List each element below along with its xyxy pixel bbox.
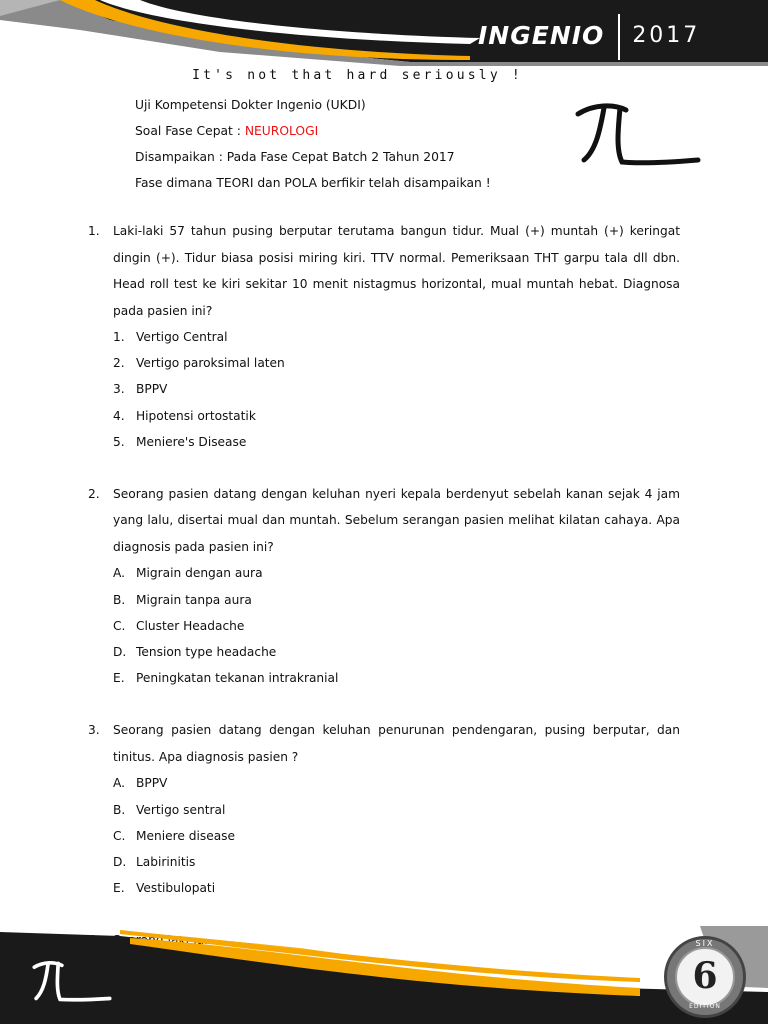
option-d [113, 639, 680, 665]
option-1 [113, 324, 680, 350]
option-label: A. [113, 566, 125, 581]
question-number: 3. [88, 723, 100, 738]
option-label: D. [113, 645, 127, 659]
option-text: Labirinitis [136, 854, 196, 869]
question-2 [88, 481, 680, 691]
option-b [113, 587, 680, 613]
option-c [113, 613, 680, 639]
option-text: Peningkatan tekanan intrakranial [136, 671, 339, 686]
option-label: A. [113, 776, 125, 791]
question-list [88, 218, 680, 980]
option-c [113, 823, 680, 849]
question-text: Seorang pasien datang dengan keluhan penurunan pendengaran, pusing berputar, dan tinitus. Apa diagnosis pasien ? [113, 723, 680, 764]
intro-soal [135, 118, 491, 144]
footer-logo-icon [30, 958, 114, 1004]
option-label: E. [113, 881, 125, 896]
option-label: D. [113, 854, 127, 869]
option-label: C. [113, 828, 126, 843]
option-text: Vestibulopati [136, 881, 216, 896]
option-list [113, 560, 680, 691]
question-1 [88, 218, 680, 455]
option-a [113, 560, 680, 586]
option-b [113, 797, 680, 823]
option-a [113, 770, 680, 796]
intro-delivered: Disampaikan : Pada Fase Cepat Batch 2 Tahun 2017 [135, 150, 455, 164]
page-header [0, 0, 768, 95]
brand-separator [618, 14, 620, 60]
question-number: 1. [88, 224, 100, 238]
option-label: 5. [113, 434, 125, 449]
option-label: B. [113, 592, 126, 607]
option-text: BPPV [136, 382, 168, 397]
question-3 [88, 717, 680, 901]
option-e [113, 665, 680, 691]
badge-top-text: SIX [695, 939, 715, 948]
ingenio-logo-icon [574, 100, 704, 170]
badge-bottom-text: EDITION [689, 1003, 721, 1010]
option-label: 4. [113, 408, 125, 423]
option-e [113, 875, 680, 901]
question-number: 2. [88, 486, 100, 501]
option-text: Vertigo paroksimal laten [136, 356, 285, 371]
footer-decoration [0, 926, 768, 1024]
option-text: Vertigo Central [136, 330, 228, 344]
option-label: 1. [113, 330, 125, 344]
tagline: It's not that hard seriously ! [192, 68, 523, 83]
option-text: Tension type headache [136, 645, 277, 659]
brand [478, 20, 700, 50]
brand-year: 2017 [632, 22, 701, 48]
soal-topic: NEUROLOGI [244, 124, 319, 138]
option-label: C. [113, 618, 126, 633]
option-4 [113, 403, 680, 429]
option-text: Hipotensi ortostatik [136, 408, 256, 423]
option-text: BPPV [136, 776, 168, 791]
soal-label: Soal Fase Cepat : [135, 124, 245, 138]
option-text: Migrain dengan aura [136, 566, 263, 581]
option-list [113, 324, 680, 455]
badge-number: 6 [692, 955, 718, 997]
page-footer [0, 926, 768, 1024]
intro-block [135, 92, 491, 196]
option-label: E. [113, 671, 125, 686]
option-text: Cluster Headache [136, 618, 245, 633]
brand-name: INGENIO [478, 20, 605, 50]
option-label: B. [113, 802, 126, 817]
option-text: Meniere's Disease [136, 434, 247, 449]
question-text: Seorang pasien datang dengan keluhan nyeri kepala berdenyut sebelah kanan sejak 4 jam yang lalu, disertai mual dan muntah. Sebelum serangan pasien melihat kilatan cahaya. Apa diagnosis pada pasien ini? [113, 486, 680, 554]
option-text: Migrain tanpa aura [136, 592, 252, 607]
edition-badge [664, 936, 746, 1018]
intro-note: Fase dimana TEORI dan POLA berfikir telah disampaikan ! [135, 176, 491, 190]
option-d [113, 849, 680, 875]
option-label: 3. [113, 382, 125, 397]
intro-title: Uji Kompetensi Dokter Ingenio (UKDI) [135, 98, 366, 112]
option-list [113, 770, 680, 901]
option-2 [113, 350, 680, 376]
question-text: Laki-laki 57 tahun pusing berputar terutama bangun tidur. Mual (+) muntah (+) keringat dingin (+). Tidur biasa posisi miring kiri. TTV normal. Pemeriksaan THT garpu tala dll dbn. Head roll test ke kiri sekitar 10 menit nistagmus horizontal, mual muntah hebat. Diagnosa pada pasien ini? [113, 224, 680, 318]
option-3 [113, 376, 680, 402]
option-text: Vertigo sentral [136, 802, 226, 817]
option-label: 2. [113, 356, 125, 371]
option-5 [113, 429, 680, 455]
option-text: Meniere disease [136, 828, 236, 843]
